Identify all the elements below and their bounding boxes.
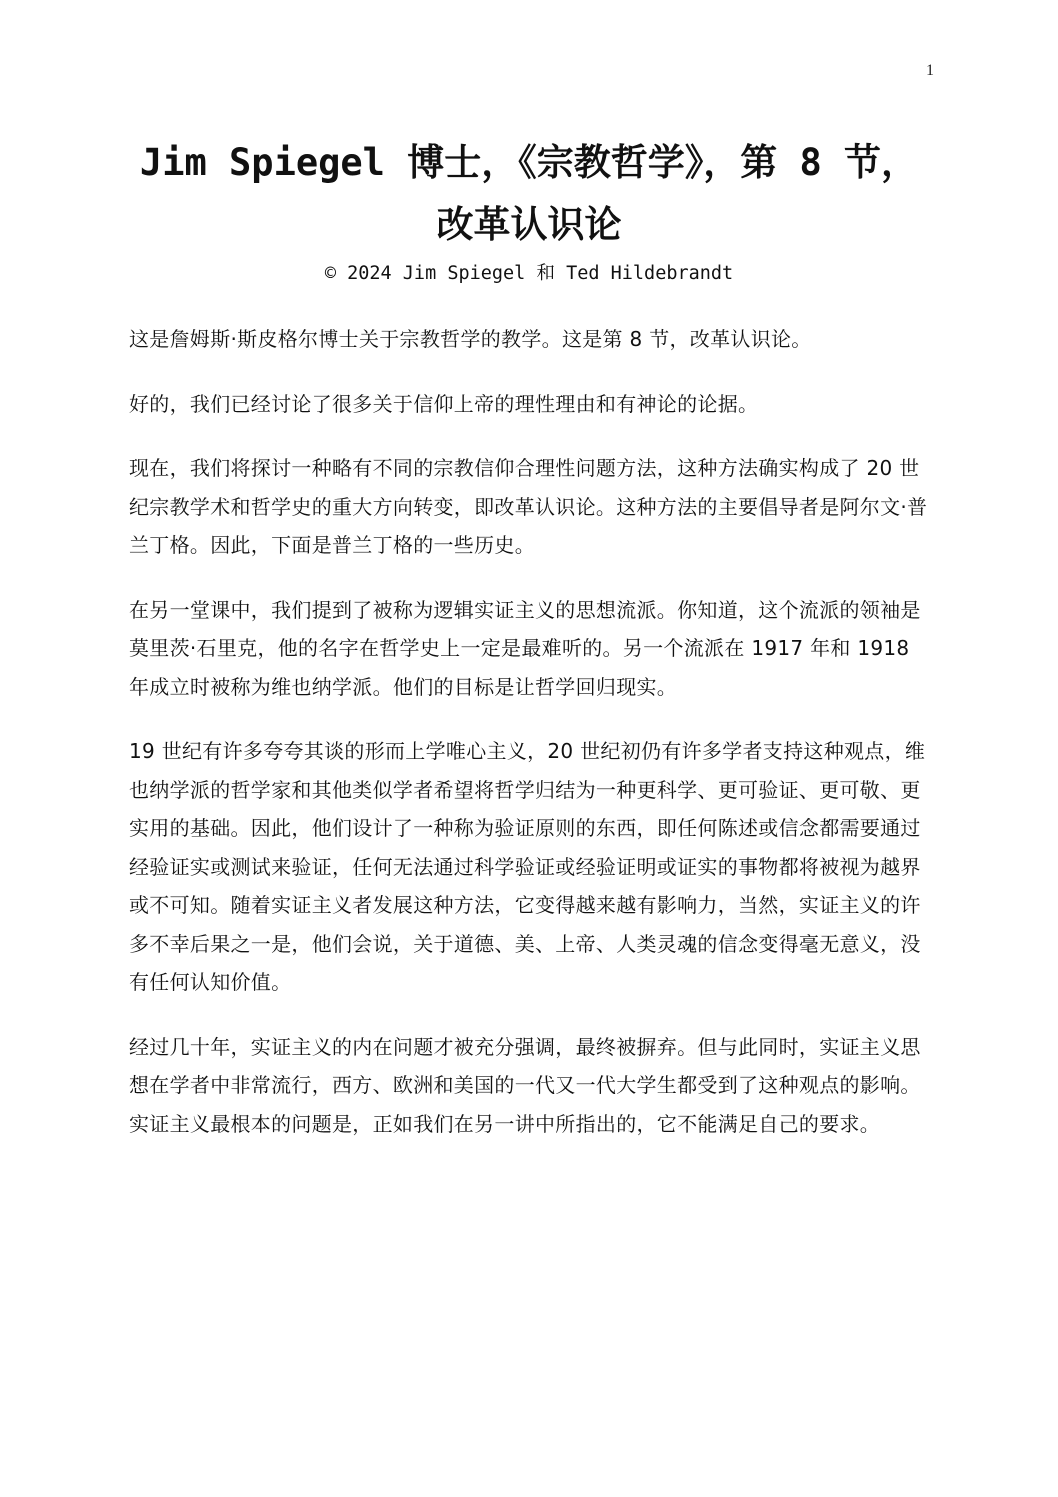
document-title: [100, 132, 958, 256]
copyright-line: © 2024 Jim Spiegel 和 Ted Hildebrandt: [324, 263, 734, 284]
page-number: 1: [926, 62, 934, 79]
paragraph-6: 经过几十年，实证主义的内在问题才被充分强调，最终被摒弃。但与此同时，实证主义思想在学者中非常流行，西方、欧洲和美国的一代又一代大学生都受到了这种观点的影响。实证主义最根本的问题是，正如我们在另一讲中所指出的，它不能满足自己的要求。: [129, 1034, 921, 1136]
paragraph-3: 现在，我们将探讨一种略有不同的宗教信仰合理性问题方法，这种方法确实构成了 20 世纪宗教学术和哲学史的重大方向转变，即改革认识论。这种方法的主要倡导者是阿尔文·普兰丁格。因此，下面是普兰丁格的一些历史。: [129, 456, 928, 557]
document-title-line-1: Jim Spiegel 博士，《宗教哲学》，第 8 节，: [139, 141, 919, 184]
paragraph-5: 19 世纪有许多夸夸其谈的形而上学唯心主义，20 世纪初仍有许多学者支持这种观点，维也纳学派的哲学家和其他类似学者希望将哲学归结为一种更科学、更可验证、更可敬、更实用的基础。因此，他们设计了一种称为验证原则的东西，即任何陈述或信念都需要通过经验证实或测试来验证，任何无法通过科学验证或经验证明或证实的事物都将被视为越界或不可知。随着实证主义者发展这种方法，它变得越来越有影响力，当然，实证主义的许多不幸后果之一是，他们会说，关于道德、美、上帝、人类灵魂的信念变得毫无意义，没有任何认知价值。: [129, 739, 926, 994]
paragraph-2: 好的，我们已经讨论了很多关于信仰上帝的理性理由和有神论的论据。: [129, 391, 759, 416]
document-body: [129, 320, 929, 1169]
paragraph-intro: 这是詹姆斯·斯皮格尔博士关于宗教哲学的教学。这是第 8 节，改革认识论。: [129, 327, 812, 351]
paragraph-4: 在另一堂课中，我们提到了被称为逻辑实证主义的思想流派。你知道，这个流派的领袖是莫里茨·石里克，他的名字在哲学史上一定是最难听的。另一个流派在 1917 年和 1918 年成立时被称为维也纳学派。他们的目标是让哲学回归现实。: [129, 597, 921, 699]
document-title-line-2: 改革认识论: [436, 203, 622, 246]
